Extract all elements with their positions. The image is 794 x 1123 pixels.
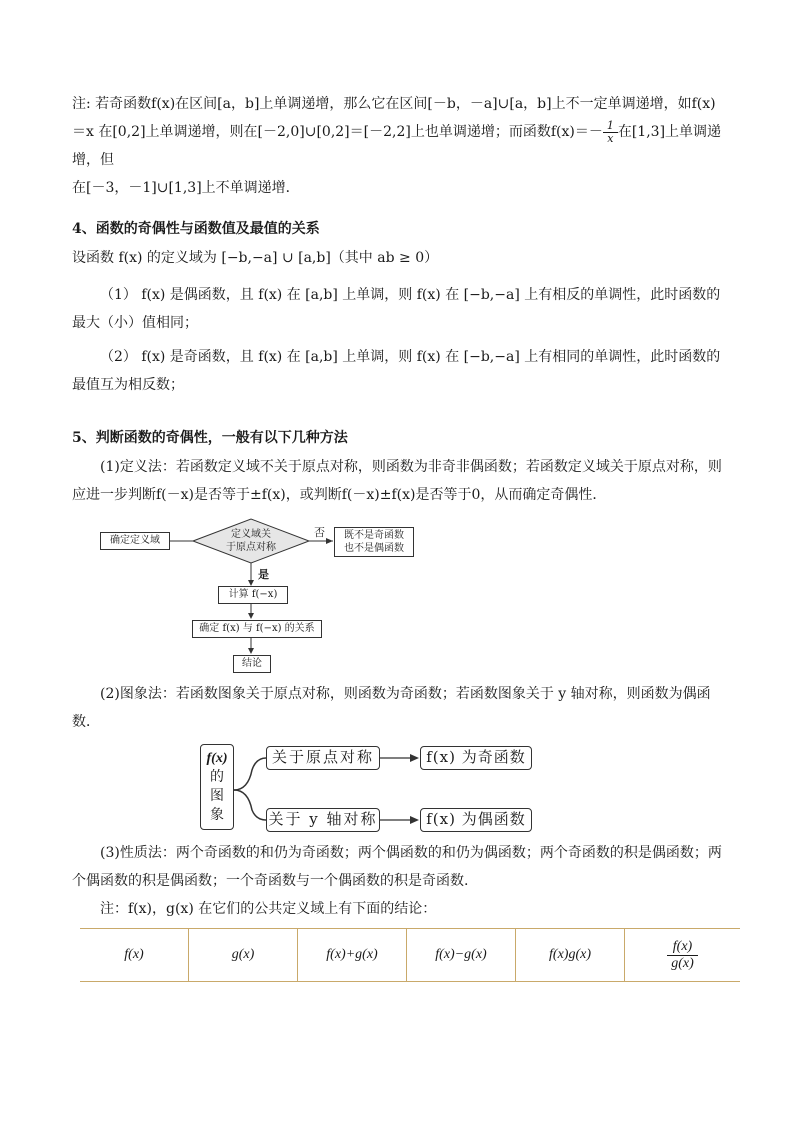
section-4-intro: 设函数 f(x) 的定义域为 [−b,−a] ∪ [a,b]（其中 ab ≥ 0） <box>72 250 439 266</box>
neither-odd-even-box: 既不是奇函数 也不是偶函数 <box>334 527 414 557</box>
quotient-fraction: $\frac{f(x)}{g(x)}$ <box>667 939 698 972</box>
section-5-heading: 5、判断函数的奇偶性，一般有以下几种方法 <box>72 430 348 446</box>
table-row <box>80 929 740 982</box>
section-4-item-1: （1） f(x) 是偶函数，且 f(x) 在 [a,b] 上单调，则 f(x) 在 [−b,−a] 上有相反的单调性，此时函数的最大（小）值相同； <box>72 287 721 331</box>
table-cell-product: f(x)g(x) <box>516 929 625 982</box>
table-cell-difference: f(x)−g(x) <box>407 929 516 982</box>
table-cell-fx: f(x) <box>124 947 144 962</box>
y-axis-symmetric-box: 关于 y 轴对称 <box>266 808 380 832</box>
no-label: 否 <box>314 526 325 539</box>
conclusion-box: 结论 <box>233 655 271 673</box>
note-line-1: 注: 若奇函数f(x)在区间[a，b]上单调递增，那么它在区间[－b，－a]∪[a，b]上不一定单调递增，如f(x) <box>72 96 716 112</box>
fraction-1-over-x: $\frac{1}{x}$ <box>603 120 618 145</box>
even-function-box: f(x) 为偶函数 <box>420 808 532 832</box>
section-4-heading: 4、函数的奇偶性与函数值及最值的关系 <box>72 221 320 237</box>
table-cell-gx: g(x) <box>189 929 298 982</box>
note-line-3: 在[－3，－1]∪[1,3]上不单调递增． <box>72 180 300 196</box>
table-cell-sum: f(x)+g(x) <box>298 929 407 982</box>
table-note: 注：f(x)，g(x) 在它们的公共定义域上有下面的结论： <box>100 901 437 917</box>
flow-start-box: 确定定义域 <box>100 532 170 550</box>
compare-box: 确定 f(x) 与 f(−x) 的关系 <box>192 620 322 638</box>
decision-text: 定义域关 于原点对称 <box>226 529 276 553</box>
yes-label: 是 <box>258 568 269 581</box>
note-line-2: ＝x 在[0,2]上单调递增，则在[－2,0]∪[0,2]＝[－2,2]上也单调递增；而函数f(x)＝－ $\frac{1}{x}$ 在[1,3]上单调递增，但 <box>72 118 722 168</box>
method-3-property: (3)性质法：两个奇函数的和仍为奇函数；两个偶函数的和仍为偶函数；两个奇函数的积是偶函数；两个偶函数的积是偶函数；一个奇函数与一个偶函数的积是奇函数. <box>72 845 722 889</box>
method-1-definition: (1)定义法：若函数定义域不关于原点对称，则函数为非奇非偶函数；若函数定义域关于原点对称，则应进一步判断f(－x)是否等于±f(x)，或判断f(－x)±f(x)是否等于0，从而确定奇偶性． <box>72 459 722 503</box>
section-4-item-2: （2） f(x) 是奇函数，且 f(x) 在 [a,b] 上单调，则 f(x) 在 [−b,−a] 上有相同的单调性，此时函数的最值互为相反数； <box>72 349 721 393</box>
origin-symmetric-box: 关于原点对称 <box>266 746 380 770</box>
f-graph-box: f(x) 的 图 象 <box>200 744 234 830</box>
odd-function-box: f(x) 为奇函数 <box>420 746 532 770</box>
method-2-graph: (2)图象法：若函数图象关于原点对称，则函数为奇函数；若函数图象关于 y 轴对称，则函数为偶函数． <box>72 686 711 730</box>
compute-f-neg-x-box: 计算 f(−x) <box>218 586 288 604</box>
odd-even-summary-table <box>80 928 740 982</box>
table-cell-quotient <box>625 929 741 982</box>
